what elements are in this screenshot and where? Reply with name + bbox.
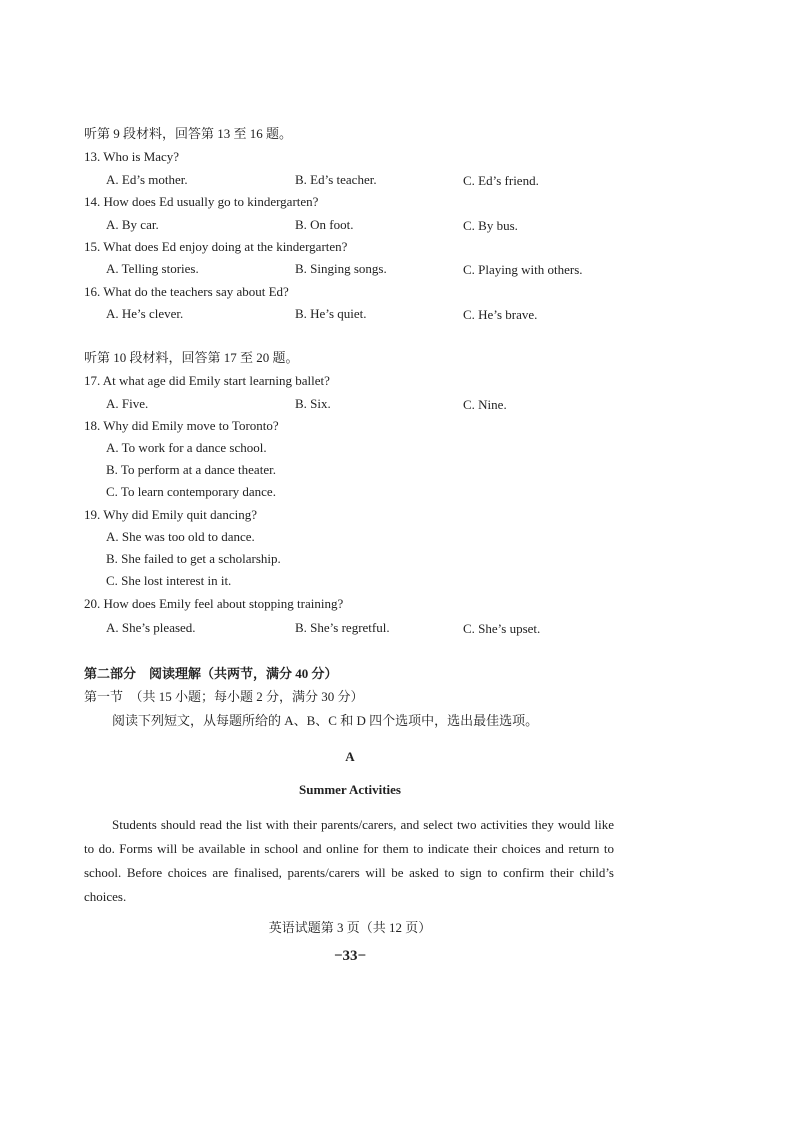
question-17-option-c: C. Nine. (463, 397, 507, 412)
question-15-option-a: A. Telling stories. (106, 261, 199, 276)
question-15-stem: 15. What does Ed enjoy doing at the kindergarten? (84, 239, 348, 254)
question-13-stem: 13. Who is Macy? (84, 149, 180, 164)
question-16-option-a: A. He’s clever. (106, 306, 184, 321)
question-17-option-b: B. Six. (295, 396, 331, 411)
question-20-option-b: B. She’s regretful. (295, 620, 390, 635)
question-19-stem: 19. Why did Emily quit dancing? (84, 507, 258, 522)
question-16-stem: 16. What do the teachers say about Ed? (84, 284, 289, 299)
question-20-option-a: A. She’s pleased. (106, 620, 196, 635)
question-19-option-a: A. She was too old to dance. (106, 529, 255, 544)
question-15-option-c: C. Playing with others. (463, 262, 583, 277)
question-14-stem: 14. How does Ed usually go to kindergarten? (84, 194, 319, 209)
question-17-stem: 17. At what age did Emily start learning ballet? (84, 373, 330, 388)
passage-title: Summer Activities (299, 782, 401, 797)
question-13-option-b: B. Ed’s teacher. (295, 172, 377, 187)
question-16-option-c: C. He’s brave. (463, 307, 538, 322)
section-9-instruction: 听第 9 段材料，回答第 13 至 16 题。 (84, 126, 293, 141)
reading-instruction: 阅读下列短文，从每题所给的 A、B、C 和 D 四个选项中，选出最佳选项。 (112, 713, 539, 728)
section-1-heading: 第一节 （共 15 小题；每小题 2 分，满分 30 分） (84, 689, 364, 704)
question-13-option-a: A. Ed’s mother. (106, 172, 188, 187)
question-14-option-b: B. On foot. (295, 217, 354, 232)
question-19-option-b: B. She failed to get a scholarship. (106, 551, 281, 566)
passage-body: Students should read the list with their parents/carers, and select two activities they would like to do. Forms will be available in school and online for them to indicate their choices and return to school. Before choices are finalised, parents/carers will be asked to sign to confirm their child’s choices. (84, 817, 614, 904)
question-19-option-c: C. She lost interest in it. (106, 573, 232, 588)
question-14-option-c: C. By bus. (463, 218, 518, 233)
page-label: 英语试题第 3 页（共 12 页） (268, 920, 432, 935)
question-18-option-c: C. To learn contemporary dance. (106, 484, 276, 499)
question-20-option-c: C. She’s upset. (463, 621, 541, 636)
question-18-stem: 18. Why did Emily move to Toronto? (84, 418, 279, 433)
page-number: −33− (333, 948, 367, 964)
part-2-title: 第二部分 阅读理解（共两节，满分 40 分） (84, 666, 338, 681)
question-14-option-a: A. By car. (106, 217, 159, 232)
question-15-option-b: B. Singing songs. (295, 261, 387, 276)
passage-letter: A (345, 749, 355, 764)
question-18-option-a: A. To work for a dance school. (106, 440, 267, 455)
section-10-instruction: 听第 10 段材料，回答第 17 至 20 题。 (84, 350, 299, 365)
question-17-option-a: A. Five. (106, 396, 149, 411)
question-18-option-b: B. To perform at a dance theater. (106, 462, 276, 477)
question-20-stem: 20. How does Emily feel about stopping training? (84, 596, 344, 611)
question-16-option-b: B. He’s quiet. (295, 306, 367, 321)
question-13-option-c: C. Ed’s friend. (463, 173, 539, 188)
